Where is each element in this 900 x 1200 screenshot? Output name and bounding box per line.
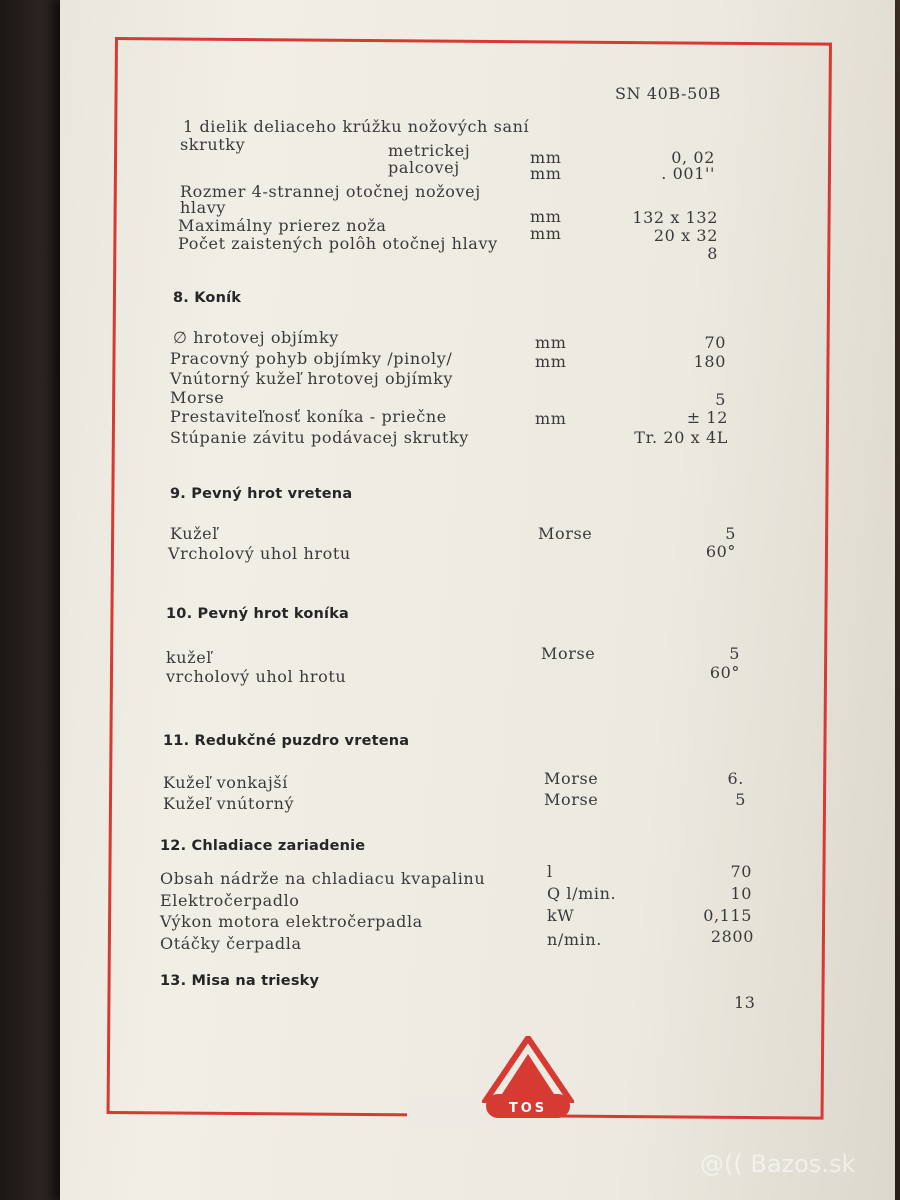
spec-unit: l: [547, 862, 553, 881]
section-heading: 13. Misa na triesky: [160, 973, 320, 989]
spec-label: 1 dielik deliaceho krúžku nožových saní: [183, 117, 530, 136]
spec-label: Pracovný pohyb objímky /pinoly/: [170, 349, 453, 368]
spec-value: 6.: [727, 769, 744, 788]
spec-value: 0, 02: [671, 148, 715, 167]
section-heading: 8. Koník: [173, 290, 242, 306]
logo-text: TOS: [508, 1101, 548, 1116]
spec-value: . 001'': [661, 164, 715, 183]
spec-value: 5: [725, 524, 736, 543]
spec-unit: mm: [535, 409, 567, 428]
spec-unit: mm: [530, 207, 562, 226]
spec-label: Stúpanie závitu podávacej skrutky: [170, 428, 469, 447]
spec-unit: mm: [530, 224, 562, 243]
spec-label: skrutky: [180, 135, 246, 154]
spec-label: Počet zaistených polôh otočnej hlavy: [178, 234, 498, 253]
spec-label: Obsah nádrže na chladiacu kvapalinu: [160, 869, 486, 888]
section-heading: 9. Pevný hrot vretena: [170, 486, 353, 502]
spec-label: Kužeľ vonkajší: [163, 773, 288, 792]
model-header: SN 40B-50B: [615, 84, 721, 103]
spec-value: ± 12: [686, 408, 728, 427]
spec-label: Kužeľ: [170, 524, 218, 543]
spec-unit: kW: [547, 906, 575, 925]
spec-unit: mm: [530, 164, 562, 183]
spec-value: Tr. 20 x 4L: [634, 428, 728, 447]
spec-label: Vrcholový uhol hrotu: [168, 544, 351, 563]
spec-value: 60°: [705, 542, 736, 561]
spec-unit: mm: [535, 352, 567, 371]
spec-value: 10: [730, 884, 752, 903]
spec-unit: mm: [530, 148, 562, 167]
spec-label: Výkon motora elektročerpadla: [160, 912, 423, 931]
spec-value: 5: [729, 644, 740, 663]
spec-label: Morse: [170, 388, 225, 407]
tos-logo: [482, 1036, 574, 1120]
spec-unit: mm: [535, 333, 567, 352]
spec-label: Maximálny prierez noža: [178, 216, 387, 235]
document-page: [60, 0, 895, 1200]
spec-label: Elektročerpadlo: [160, 891, 300, 910]
spec-value: 8: [707, 244, 718, 263]
watermark: @(( Bazos.sk: [700, 1150, 856, 1178]
spec-unit: Q l/min.: [547, 884, 617, 903]
spec-value: 0,115: [703, 906, 752, 925]
spec-unit: Morse: [541, 644, 596, 663]
spec-unit: n/min.: [547, 930, 602, 949]
spec-unit: Morse: [544, 769, 599, 788]
spec-value: 60°: [709, 663, 740, 682]
spec-label: Otáčky čerpadla: [160, 934, 302, 953]
spec-value: 5: [735, 790, 746, 809]
spec-value: 180: [693, 352, 726, 371]
spec-value: 20 x 32: [653, 226, 718, 245]
spec-label: kužeľ: [166, 648, 213, 667]
spec-value: 70: [704, 333, 726, 352]
spec-label: hlavy: [180, 198, 227, 217]
spec-label: Kužeľ vnútorný: [163, 794, 295, 813]
spec-unit: Morse: [538, 524, 593, 543]
section-heading: 10. Pevný hrot koníka: [166, 606, 350, 622]
spec-label: Rozmer 4-strannej otočnej nožovej: [180, 182, 481, 201]
section-heading: 12. Chladiace zariadenie: [160, 838, 366, 854]
spec-label: vrcholový uhol hrotu: [166, 667, 347, 686]
spec-label: ∅ hrotovej objímky: [173, 328, 339, 347]
section-heading: 11. Redukčné puzdro vretena: [163, 733, 410, 749]
spec-value: 5: [715, 390, 726, 409]
spec-value: 2800: [710, 927, 754, 946]
spec-label: palcovej: [388, 158, 460, 177]
spec-label: Vnútorný kužeľ hrotovej objímky: [170, 369, 454, 388]
spec-value: 70: [730, 862, 752, 881]
spec-value: 132 x 132: [632, 208, 718, 227]
spec-label: metrickej: [388, 141, 471, 160]
spec-unit: Morse: [544, 790, 599, 809]
page-number: 13: [734, 993, 756, 1012]
spec-label: Prestaviteľnosť koníka - priečne: [170, 407, 447, 426]
